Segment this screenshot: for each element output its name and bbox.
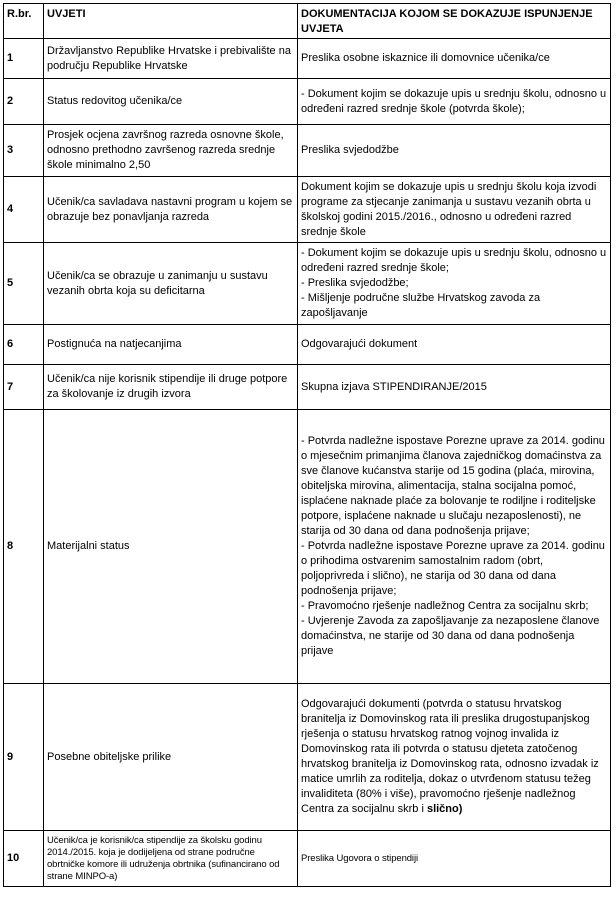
table-row: [4, 365, 611, 410]
table-row: [4, 684, 611, 831]
doc-line: - Dokument kojim se dokazuje upis u srednju školu, odnosno u određeni razred srednje škole (potvrda škole);: [301, 87, 607, 115]
row-condition: Status redovitog učenika/ce: [44, 79, 298, 125]
table-row: [4, 831, 611, 887]
doc-line: Preslika svjedodžbe: [301, 144, 399, 156]
row-condition: Učenik/ca nije korisnik stipendije ili druge potpore za školovanje iz drugih izvora: [44, 365, 298, 410]
row-number: 1: [4, 39, 44, 79]
row-number: 3: [4, 125, 44, 177]
table-row: [4, 125, 611, 177]
doc-line: Odgovarajući dokument: [301, 338, 418, 350]
doc-line: - Potvrda nadležne ispostave Porezne uprave za 2014. godinu o prihodima ostvarenim samostalnim radom (obrt, poljoprivreda i slično), ne starija od 30 dana od dana podnošenja prijave;: [301, 540, 605, 597]
table-header-row: [4, 4, 611, 39]
row-number: 7: [4, 365, 44, 410]
row-condition: Materijalni status: [44, 410, 298, 684]
row-number: 5: [4, 243, 44, 325]
row-condition: Učenik/ca savladava nastavni program u kojem se obrazuje bez ponavljanja razreda: [44, 177, 298, 243]
conditions-table: [3, 3, 611, 887]
header-number: R.br.: [4, 4, 44, 39]
row-documentation: [298, 125, 611, 177]
doc-line: - Uvjerenje Zavoda za zapošljavanje za nezaposlene članove domaćinstva, ne starije od 30 dana od dana podnošenja prijave: [301, 615, 600, 657]
doc-line: Dokument kojim se dokazuje upis u srednju školu koja izvodi programe za stjecanje zanimanja u sustavu vezanih obrta u školskoj godini 2015./2016., odnosno u određeni razred srednje škole: [301, 180, 597, 238]
row-number: 4: [4, 177, 44, 243]
doc-line: Preslika osobne iskaznice ili domovnice učenika/ce: [301, 52, 550, 64]
row-documentation: [298, 831, 611, 887]
row-documentation: [298, 365, 611, 410]
row-number: 8: [4, 410, 44, 684]
doc-line: Odgovarajući dokumenti (potvrda o statusu hrvatskog branitelja iz Domovinskog rata ili preslika drugostupanjskog rješenja o statusu hrvatskog ratnog vojnog invalida iz Domovinskog rata ili potvrda o statusu djeteta zatočenog hrvatskog branitelja iz Domovinskog rata, odnosno izvadak iz matice umrlih za roditelja, dokaz o utvrđenom statusu težeg invaliditeta (80% i više), pravomoćno rješenje nadležnog Centra za socijalnu skrb i: [301, 698, 599, 815]
row-condition: Učenik/ca se obrazuje u zanimanju u sustavu vezanih obrta koja su deficitarna: [44, 243, 298, 325]
doc-line: - Potvrda nadležne ispostave Porezne uprave za 2014. godinu o mjesečnim primanjima članova zajedničkog domaćinstva za sve članove kućanstva starije od 15 godina (plaća, mirovina, obiteljska mirovina, alimentacija, stalna socijalna pomoć, isplaćene naknade plaće za bolovanje te rodiljne i roditeljske potpore, isplaćene naknade u slučaju nezaposlenosti), ne starija od 30 dana od dana podnošenja prijave;: [301, 435, 605, 537]
header-documentation: DOKUMENTACIJA KOJOM SE DOKAZUJE ISPUNJENJE UVJETA: [298, 4, 611, 39]
doc-line: - Preslika svjedodžbe;: [301, 277, 409, 289]
table-row: [4, 79, 611, 125]
header-conditions: UVJETI: [44, 4, 298, 39]
row-number: 9: [4, 684, 44, 831]
row-documentation: [298, 177, 611, 243]
table-row: [4, 39, 611, 79]
doc-line-bold: slično): [426, 803, 463, 815]
row-documentation: [298, 243, 611, 325]
row-condition: Prosjek ocjena završnog razreda osnovne škole, odnosno prethodno završenog razreda srednje škole minimalno 2,50: [44, 125, 298, 177]
row-condition: Posebne obiteljske prilike: [44, 684, 298, 831]
row-documentation: [298, 325, 611, 365]
table-row: [4, 177, 611, 243]
row-number: 6: [4, 325, 44, 365]
row-documentation: [298, 79, 611, 125]
table-row: [4, 410, 611, 684]
row-number: 2: [4, 79, 44, 125]
doc-line: - Mišljenje područne službe Hrvatskog zavoda za zapošljavanje: [301, 292, 541, 319]
row-condition: Učenik/ca je korisnik/ca stipendije za školsku godinu 2014./2015. koja je dodijeljena od strane područne obrtničke komore ili udruženja obrtnika (sufinancirano od strane MINPO-a): [44, 831, 298, 887]
row-condition: Postignuća na natjecanjima: [44, 325, 298, 365]
doc-line: - Dokument kojim se dokazuje upis u srednju školu, odnosno u određeni razred srednje škole;: [301, 247, 607, 274]
row-documentation: [298, 684, 611, 831]
table-row: [4, 243, 611, 325]
table-row: [4, 325, 611, 365]
row-number: 10: [4, 831, 44, 887]
doc-line: Skupna izjava STIPENDIRANJE/2015: [301, 380, 487, 393]
doc-line: - Pravomoćno rješenje nadležnog Centra za socijalnu skrb;: [301, 600, 589, 612]
row-documentation: [298, 39, 611, 79]
doc-line: Preslika Ugovora o stipendiji: [301, 852, 418, 864]
row-documentation: [298, 410, 611, 684]
row-condition: Državljanstvo Republike Hrvatske i prebivalište na području Republike Hrvatske: [44, 39, 298, 79]
